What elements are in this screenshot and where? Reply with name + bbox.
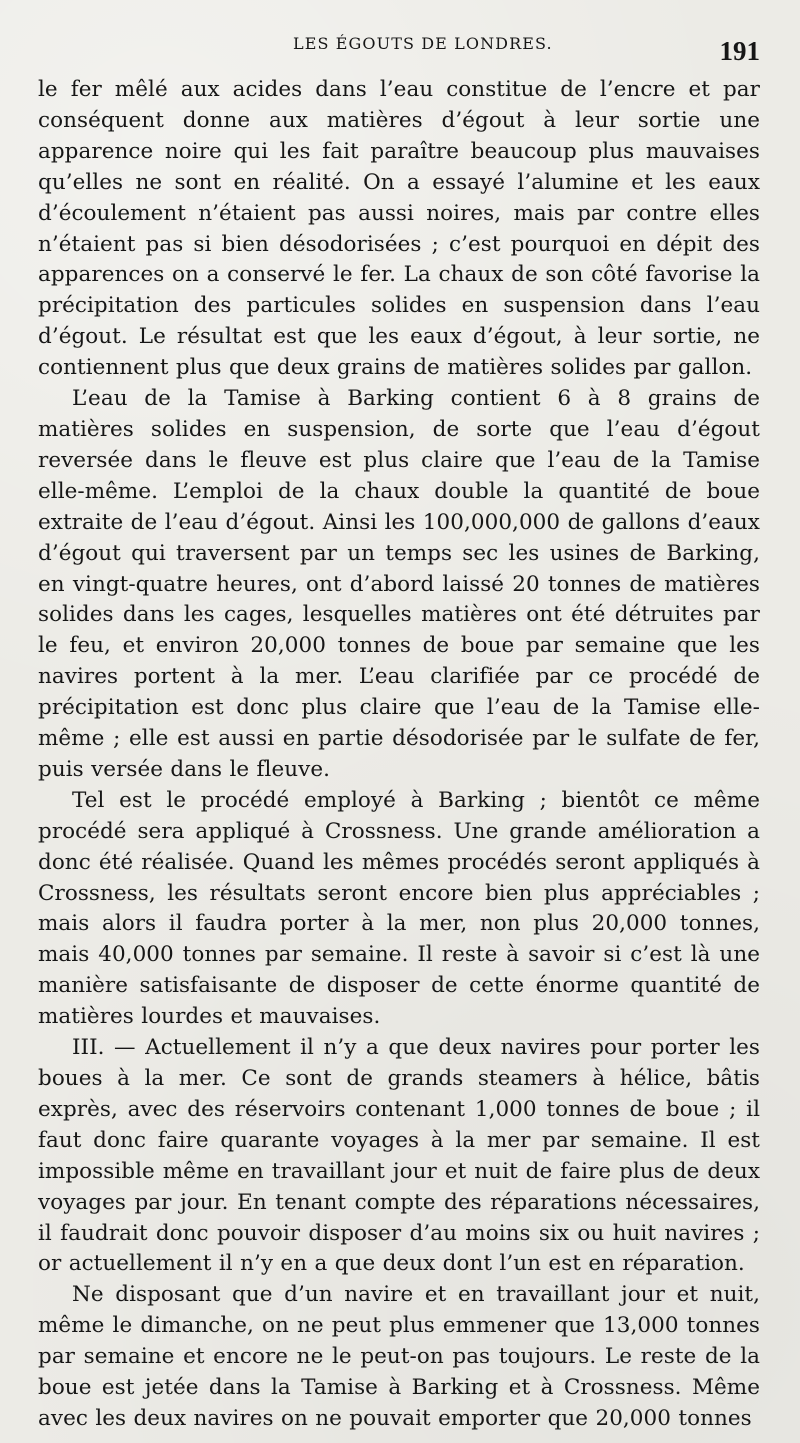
running-title: LES ÉGOUTS DE LONDRES. bbox=[293, 34, 553, 53]
paragraph-thames-barking: L’eau de la Tamise à Barking contient 6 à 8 grains de matières solides en suspension, de sorte que l’eau d’égout reversée dans le fleuve est plus claire que l’eau de la Tamise elle-même. L’emploi de la chaux double la quantité de boue extraite de l’eau d’égout. Ainsi les 100,000,000 de gallons d’eaux d’égout qui traversent par un temps sec les usines de Barking, en vingt-quatre heures, ont d’abord laissé 20 tonnes de matières solides dans les cages, lesquelles matières ont été détruites par le feu, et environ 20,000 tonnes de boue par semaine que les navires portent à la mer. L’eau clarifiée par ce procédé de précipitation est donc plus claire que l’eau de la Tamise elle-même ; elle est aussi en partie désodorisée par le sulfate de fer, puis versée dans le fleuve. bbox=[38, 386, 760, 782]
paragraph-section-iii: III. — Actuellement il n’y a que deux navires pour porter les boues à la mer. Ce sont de grands steamers à hélice, bâtis exprès, avec des réservoirs contenant 1,000 tonnes de boue ; il faut donc faire quarante voyages à la mer par semaine. Il est impossible même en travaillant jour et nuit de faire plus de deux voyages par jour. En tenant compte des réparations nécessaires, il faudrait donc pouvoir disposer d’au moins six ou huit navires ; or actuellement il n’y en a que deux dont l’un est en réparation. bbox=[38, 1035, 760, 1277]
body-text bbox=[38, 75, 760, 1435]
running-header bbox=[38, 0, 760, 66]
page-number: 191 bbox=[719, 36, 760, 66]
paragraph-crossness: Tel est le procédé employé à Barking ; bientôt ce même procédé sera appliqué à Crossness. Une grande amélioration a donc été réalisée. Quand les mêmes procédés seront appliqués à Crossness, les résultats seront encore bien plus appréciables ; mais alors il faudra porter à la mer, non plus 20,000 tonnes, mais 40,000 tonnes par semaine. Il reste à savoir si c’est là une manière satisfaisante de disposer de cette énorme quantité de matières lourdes et mauvaises. bbox=[38, 787, 760, 1030]
paragraph-continuation: le fer mêlé aux acides dans l’eau constitue de l’encre et par conséquent donne aux matières d’égout à leur sortie une apparence noire qui les fait paraître beaucoup plus mauvaises qu’elles ne sont en réalité. On a essayé l’alumine et les eaux d’écoulement n’étaient pas aussi noires, mais par contre elles n’étaient pas si bien désodorisées ; c’est pourquoi en dépit des apparences on a conservé le fer. La chaux de son côté favorise la précipitation des particules solides en suspension dans l’eau d’égout. Le résultat est que les eaux d’égout, à leur sortie, ne contiennent plus que deux grains de matières solides par gallon. bbox=[38, 77, 760, 381]
paragraph-single-ship: Ne disposant que d’un navire et en travaillant jour et nuit, même le dimanche, on ne peut plus emmener que 13,000 tonnes par semaine et encore ne le peut-on pas toujours. Le reste de la boue est jetée dans la Tamise à Barking et à Crossness. Même avec les deux navires on ne pouvait emporter que 20,000 tonnes bbox=[38, 1282, 760, 1431]
